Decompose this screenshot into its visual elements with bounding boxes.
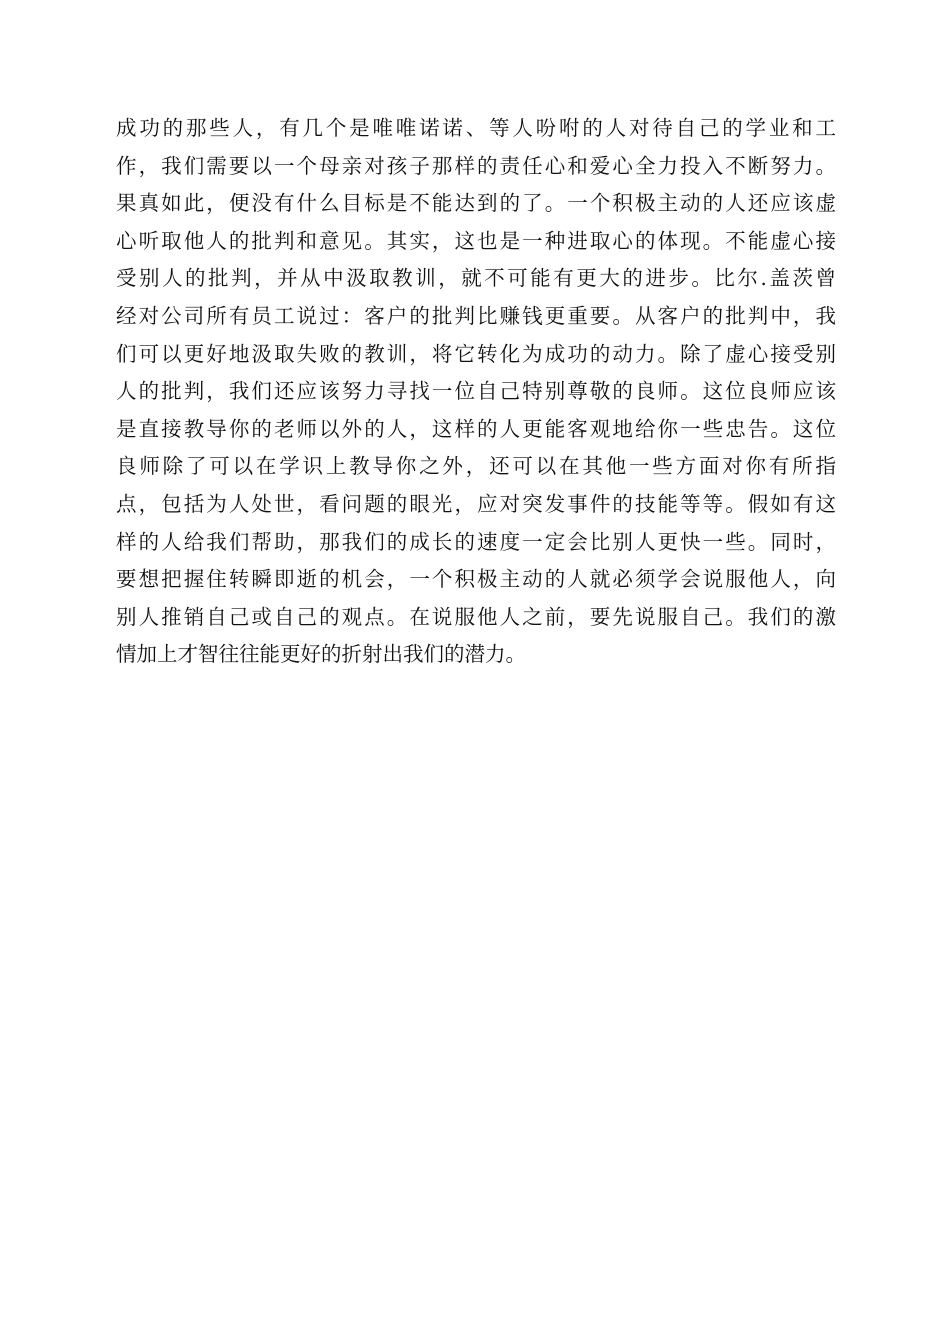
text-line: 作，我们需要以一个母亲对孩子那样的责任心和爱心全力投入不断努力。 [116,153,836,178]
text-line: 们可以更好地汲取失败的教训，将它转化为成功的动力。除了虚心接受别 [116,341,836,366]
text-line: 良师除了可以在学识上教导你之外，还可以在其他一些方面对你有所指 [116,454,836,479]
text-line: 是直接教导你的老师以外的人，这样的人更能客观地给你一些忠告。这位 [116,416,836,441]
text-line: 点，包括为人处世，看问题的眼光，应对突发事件的技能等等。假如有这 [116,491,836,516]
text-line: 样的人给我们帮助，那我们的成长的速度一定会比别人更快一些。同时， [116,529,836,554]
body-paragraph [116,110,836,674]
text-line: 受别人的批判，并从中汲取教训，就不可能有更大的进步。比尔.盖茨曾 [116,266,836,291]
text-line: 心听取他人的批判和意见。其实，这也是一种进取心的体现。不能虚心接 [116,228,836,253]
text-line: 果真如此，便没有什么目标是不能达到的了。一个积极主动的人还应该虚 [116,191,836,216]
text-line: 人的批判，我们还应该努力寻找一位自己特别尊敬的良师。这位良师应该 [116,379,836,404]
text-line: 成功的那些人，有几个是唯唯诺诺、等人吩咐的人对待自己的学业和工 [116,116,836,140]
text-line: 要想把握住转瞬即逝的机会，一个积极主动的人就必须学会说服他人，向 [116,567,836,592]
text-line-last: 情加上才智往往能更好的折射出我们的潜力。 [116,642,526,667]
text-line: 别人推销自己或自己的观点。在说服他人之前，要先说服自己。我们的激 [116,604,836,629]
text-line: 经对公司所有员工说过：客户的批判比赚钱更重要。从客户的批判中，我 [116,303,836,328]
